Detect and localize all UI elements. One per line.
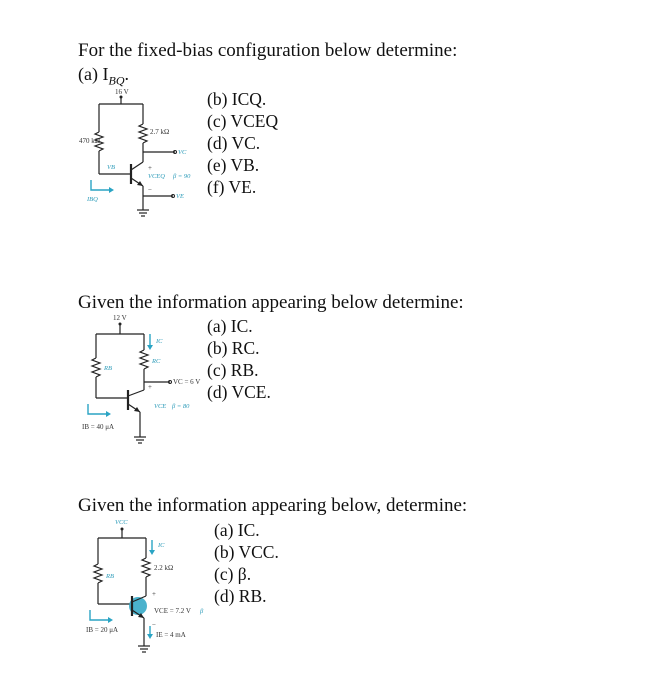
problem1-questions (207, 88, 278, 198)
problem3-question: (b) VCC. (214, 542, 279, 562)
problem2-heading: Given the information appearing below determine: (78, 292, 464, 313)
p3-ib-arrow (90, 610, 108, 620)
problem1-question: (b) ICQ. (207, 89, 267, 109)
p2-rc-label: RC (152, 358, 161, 365)
p3-ib-label: IB = 20 μA (86, 626, 119, 634)
p3-vce-label: VCE = 7.2 V (154, 607, 191, 615)
p2-ib-label: IB = 40 μA (82, 423, 115, 431)
p3-rb-label: RB (106, 573, 114, 580)
problem1-heading: For the fixed-bias configuration below determine: (78, 40, 458, 61)
p1-vce-plus: + (148, 164, 152, 172)
p3-beta-label: β (200, 608, 204, 615)
p3-ic-label: IC (158, 542, 165, 549)
p2-vce-label: VCE (154, 403, 167, 410)
problem1-circuit (79, 88, 215, 223)
p3-vcc-label: VCC (115, 519, 128, 526)
p1-vce-minus: − (148, 186, 152, 194)
p2-rc-resistor (140, 350, 148, 369)
problem3-question: (d) RB. (214, 586, 267, 606)
p1-rb-label: 470 kΩ (79, 137, 100, 145)
problem2-question: (c) RB. (207, 360, 259, 380)
p3-vce-minus: − (152, 621, 156, 629)
problem2-circuit (82, 312, 212, 452)
p1-rc-label: 2.7 kΩ (150, 128, 170, 136)
problem3-question: (c) β. (214, 564, 252, 584)
problem2-questions (207, 315, 271, 403)
p2-vcc-label: 12 V (113, 314, 127, 322)
p3-ie-label: IE = 4 mA (156, 631, 186, 639)
p1-rc-resistor (139, 124, 147, 143)
p1-vce-label: VCEQ (148, 173, 165, 180)
problem1-question: (c) VCEQ (207, 111, 279, 131)
p2-ib-arrow (88, 404, 106, 414)
p1-ib-arrow (91, 180, 109, 190)
problem1-part-a-label: (a) I (78, 64, 109, 84)
p2-vce-plus: + (148, 383, 152, 391)
problem3-heading: Given the information appearing below, determine: (78, 495, 468, 516)
problem3-circuit (84, 516, 224, 656)
problem3-questions (214, 519, 279, 607)
p1-vcc-label: 16 V (115, 88, 129, 96)
problem2-question: (a) IC. (207, 316, 253, 336)
problem2-question: (b) RC. (207, 338, 260, 358)
p2-rb-label: RB (104, 365, 112, 372)
problem1-part-a-sub: BQ (108, 73, 125, 88)
p3-rc-label: 2.2 kΩ (154, 564, 174, 572)
p1-vb-label: VB (107, 164, 115, 171)
p1-vc-label: VC (178, 149, 187, 156)
problem1-question: (e) VB. (207, 155, 260, 175)
p2-ic-label: IC (156, 338, 163, 345)
p3-rb-resistor (94, 564, 102, 583)
problem1-question: (d) VC. (207, 133, 261, 153)
p2-rb-resistor (92, 358, 100, 377)
p2-beta-label: β = 80 (172, 403, 190, 410)
problem2-question: (d) VCE. (207, 382, 271, 402)
p3-ground-icon (138, 646, 150, 652)
p1-beta-label: β = 90 (173, 173, 191, 180)
problem1-question: (f) VE. (207, 177, 257, 197)
p2-ground-icon (134, 437, 146, 443)
p1-ground-icon (137, 210, 149, 216)
problem1-part-a-end: . (124, 64, 129, 84)
p1-ib-label: IBQ (87, 196, 98, 203)
p1-ve-label: VE (176, 193, 184, 200)
problem3-question: (a) IC. (214, 520, 260, 540)
p3-rc-resistor (142, 558, 150, 577)
p2-vc-label: VC = 6 V (173, 378, 201, 386)
p3-vce-plus: + (152, 590, 156, 598)
